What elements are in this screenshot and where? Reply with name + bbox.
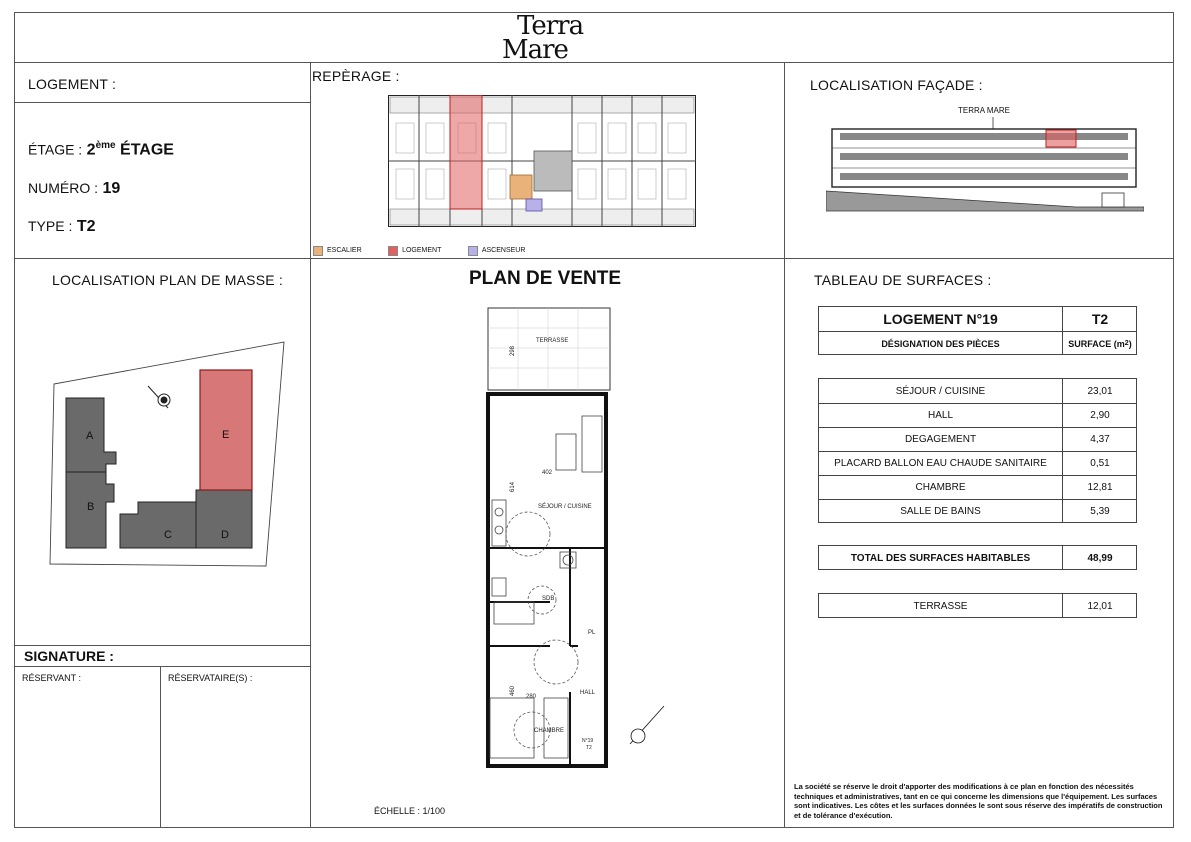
total-label: TOTAL DES SURFACES HABITABLES bbox=[850, 552, 1031, 564]
dim-chambre-height: 460 bbox=[510, 685, 516, 696]
facade-header: LOCALISATION FAÇADE : bbox=[810, 77, 983, 93]
type-label: TYPE : bbox=[28, 218, 73, 234]
room-value: 2,90 bbox=[1090, 410, 1110, 421]
plan-title: PLAN DE VENTE bbox=[468, 268, 622, 289]
room-value: 4,37 bbox=[1090, 434, 1110, 445]
surface-header bbox=[1062, 332, 1138, 355]
surfaces-title-row bbox=[819, 307, 1136, 331]
building-label-a: A bbox=[86, 430, 94, 442]
dim-sejour-height: 614 bbox=[510, 481, 516, 492]
signature-header: SIGNATURE : bbox=[24, 648, 114, 664]
disclaimer: La société se réserve le droit d'apporter des modifications à ce plan en fonction des nécessités techniques et administratives, tant en ce qui concerne les dimensions que l'équipement. Les surfaces sont indicatives. Les côtes et les surfaces données le sont sous réserve des impératifs de construction et de tolérance d'exécution. bbox=[794, 782, 1163, 820]
room-pl: PL bbox=[588, 630, 596, 636]
surfaces-type: T2 bbox=[1091, 311, 1109, 327]
room-sejour: SÉJOUR / CUISINE bbox=[538, 504, 592, 510]
type-value: T2 bbox=[76, 218, 96, 235]
table-row bbox=[819, 379, 1136, 403]
divider bbox=[14, 102, 310, 103]
table-row bbox=[819, 427, 1136, 451]
table-row bbox=[819, 451, 1136, 475]
brand-line2: Mare bbox=[502, 35, 568, 65]
etage-number: 2 bbox=[86, 141, 96, 159]
surface-header-sup: 2 bbox=[1124, 340, 1129, 347]
building-label-d: D bbox=[221, 529, 229, 541]
dim-chambre-width: 280 bbox=[526, 694, 537, 700]
room-name: PLACARD BALLON EAU CHAUDE SANITAIRE bbox=[834, 458, 1047, 469]
surface-header-text: SURFACE (m bbox=[1068, 338, 1125, 349]
dim-terrasse-height: 298 bbox=[510, 345, 516, 356]
surfaces-total-table bbox=[818, 545, 1137, 570]
divider bbox=[784, 62, 785, 258]
surface-header-close: ) bbox=[1128, 338, 1132, 349]
numero-value: 19 bbox=[102, 180, 121, 197]
numero-label: NUMÉRO : bbox=[28, 180, 98, 196]
reperage-legend bbox=[313, 242, 547, 260]
logement-header: LOGEMENT : bbox=[28, 76, 117, 92]
apartment-floorplan bbox=[470, 302, 676, 772]
designation-header: DÉSIGNATION DES PIÈCES bbox=[881, 338, 1000, 349]
room-value: 12,81 bbox=[1087, 482, 1113, 493]
brand-line1: Terra bbox=[517, 11, 584, 41]
room-unit-type: T2 bbox=[586, 745, 592, 751]
room-name: CHAMBRE bbox=[915, 482, 966, 493]
numero-line bbox=[28, 180, 120, 198]
divider bbox=[310, 62, 311, 828]
building-label-b: B bbox=[87, 501, 95, 513]
room-value: 5,39 bbox=[1090, 506, 1110, 517]
divider bbox=[14, 62, 1174, 63]
surfaces-title-table bbox=[818, 306, 1137, 355]
logement-swatch bbox=[388, 246, 398, 256]
legend-escalier: ESCALIER bbox=[327, 247, 362, 255]
room-chambre: CHAMBRE bbox=[534, 728, 565, 734]
facade-elevation bbox=[826, 115, 1144, 215]
etage-label: ÉTAGE : bbox=[28, 141, 83, 158]
reservant-label: RÉSERVANT : bbox=[22, 673, 82, 683]
masse-header: LOCALISATION PLAN DE MASSE : bbox=[52, 272, 283, 288]
divider bbox=[14, 666, 310, 667]
total-row bbox=[819, 546, 1136, 570]
room-terrasse: TERRASSE bbox=[536, 338, 569, 344]
divider bbox=[14, 645, 310, 646]
building-label-e: E bbox=[222, 429, 230, 441]
escalier-swatch bbox=[313, 246, 323, 256]
surfaces-title: LOGEMENT N°19 bbox=[883, 311, 998, 327]
surfaces-subheader-row bbox=[819, 331, 1136, 355]
room-name: HALL bbox=[927, 410, 953, 421]
plan-scale: ÉCHELLE : 1/100 bbox=[374, 806, 446, 816]
legend-ascenseur: ASCENSEUR bbox=[481, 247, 526, 255]
terrasse-label: TERRASSE bbox=[913, 600, 968, 612]
terrasse-row bbox=[819, 594, 1136, 618]
brand-logo bbox=[502, 11, 602, 65]
terrasse-value: 12,01 bbox=[1087, 600, 1113, 612]
room-name: DEGAGEMENT bbox=[904, 434, 977, 445]
dim-sejour-width: 402 bbox=[542, 470, 553, 476]
room-value: 23,01 bbox=[1087, 385, 1113, 397]
etage-line bbox=[28, 140, 174, 159]
divider bbox=[784, 258, 785, 828]
type-line bbox=[28, 218, 95, 236]
total-value: 48,99 bbox=[1087, 552, 1113, 564]
reperage-floorplan bbox=[388, 95, 696, 227]
surfaces-rooms-table bbox=[818, 378, 1137, 523]
etage-suffix: ème bbox=[95, 140, 116, 151]
reperage-header: REPÈRAGE : bbox=[312, 68, 400, 84]
etage-word: ÉTAGE bbox=[120, 141, 174, 159]
room-unit-number: N°19 bbox=[582, 738, 594, 744]
table-row bbox=[819, 499, 1136, 523]
table-row bbox=[819, 475, 1136, 499]
building-label-c: C bbox=[164, 529, 172, 541]
room-name: SALLE DE BAINS bbox=[900, 506, 981, 517]
legend-logement: LOGEMENT bbox=[402, 247, 442, 255]
surfaces-terrasse-table bbox=[818, 593, 1137, 618]
room-sdb: SDB bbox=[542, 596, 555, 602]
divider bbox=[160, 666, 161, 828]
room-name: SÉJOUR / CUISINE bbox=[895, 385, 986, 397]
table-row bbox=[819, 403, 1136, 427]
plan-de-masse bbox=[40, 340, 302, 572]
surfaces-header: TABLEAU DE SURFACES : bbox=[814, 272, 992, 288]
ascenseur-swatch bbox=[468, 246, 478, 256]
room-hall: HALL bbox=[580, 690, 596, 696]
reservataires-label: RÉSERVATAIRE(S) : bbox=[168, 673, 253, 683]
divider bbox=[14, 258, 1174, 259]
facade-building-label: TERRA MARE bbox=[958, 106, 1011, 115]
room-value: 0,51 bbox=[1090, 458, 1110, 469]
